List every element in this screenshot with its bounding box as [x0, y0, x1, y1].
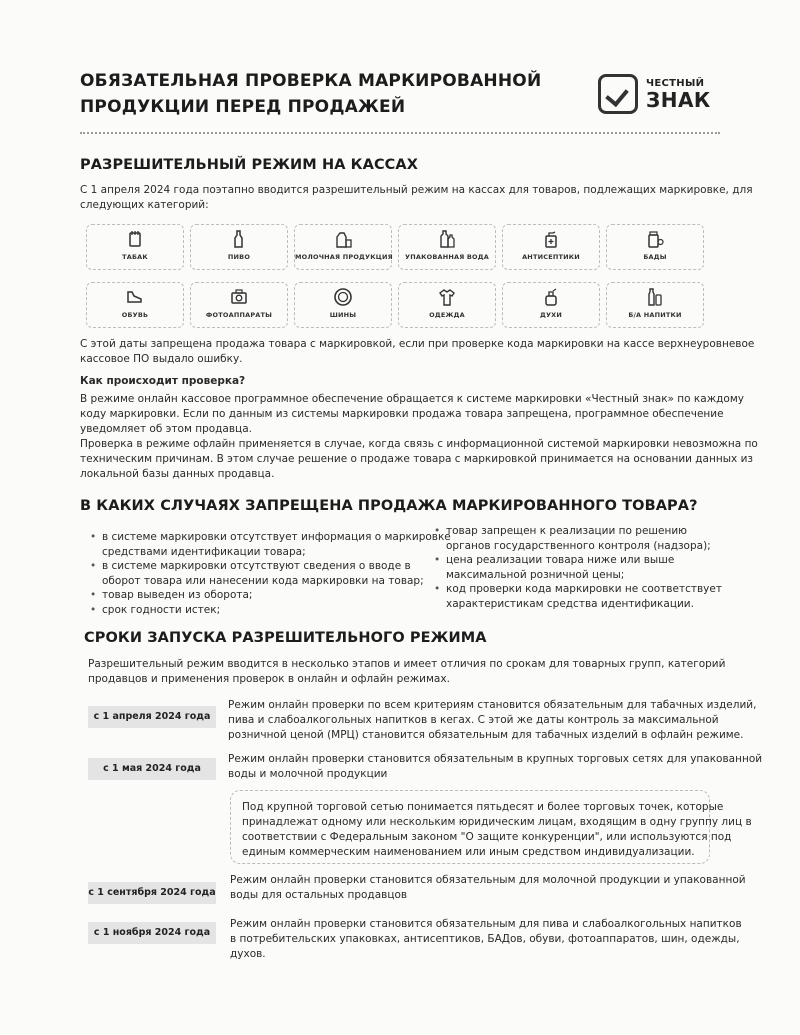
- tobacco-icon: [87, 225, 183, 253]
- shoes-icon: [87, 283, 183, 311]
- page-title-line2: ПРОДУКЦИИ ПЕРЕД ПРОДАЖЕЙ: [80, 97, 406, 117]
- offline-check-text: [80, 437, 758, 482]
- text-line: воды для остальных продавцов: [230, 889, 408, 901]
- text-line: кассовое ПО выдало ошибку.: [80, 353, 243, 365]
- text-line: • товар запрещен к реализации по решению: [446, 525, 687, 537]
- stage-date-badge: с 1 ноября 2024 года: [88, 922, 216, 944]
- text-line: Режим онлайн проверки становится обязательным в крупных торговых сетях для упакованной: [228, 753, 763, 765]
- text-line: техническим причинам. В этом случае решение о продаже товара с маркировкой принимается на основании данных из: [80, 453, 753, 465]
- text-line: характеристикам средства идентификации.: [446, 597, 694, 610]
- text-line: единым коммерческим наименованием или иным средством индивидуализации.: [242, 846, 695, 858]
- text-line: • цена реализации товара ниже или выше: [446, 554, 675, 566]
- checkmark-icon: [598, 74, 638, 114]
- section-heading-prohibited-sales: В КАКИХ СЛУЧАЯХ ЗАПРЕЩЕНА ПРОДАЖА МАРКИРОВАННОГО ТОВАРА?: [80, 498, 698, 514]
- stage-description: [230, 873, 746, 903]
- text-line: Проверка в режиме офлайн применяется в случае, когда связь с информационной системой маркировки невозможна по: [80, 438, 758, 450]
- list-item: [90, 603, 420, 618]
- category-label: УПАКОВАННАЯ ВОДА: [405, 253, 489, 261]
- category-tires: [294, 282, 392, 328]
- text-line: средствами идентификации товара;: [102, 545, 306, 558]
- text-line: пива и слабоалкогольных напитков в кегах. С этой же даты контроль за максимальной: [228, 714, 719, 726]
- logo-text-bottom: ЗНАК: [646, 88, 711, 112]
- text-line: Режим онлайн проверки по всем критериям становится обязательным для табачных изделий,: [228, 699, 757, 711]
- category-water: [398, 224, 496, 270]
- category-label: БАДЫ: [643, 253, 667, 261]
- category-label: МОЛОЧНАЯ ПРОДУКЦИЯ: [295, 253, 393, 261]
- category-label: ОБУВЬ: [121, 311, 149, 319]
- text-line: органов государственного контроля (надзора);: [446, 539, 711, 552]
- online-check-text: [80, 392, 744, 437]
- tire-icon: [295, 283, 391, 311]
- list-item: [434, 582, 724, 611]
- category-perfume: [502, 282, 600, 328]
- page-title-line1: ОБЯЗАТЕЛЬНАЯ ПРОВЕРКА МАРКИРОВАННОЙ: [80, 71, 542, 91]
- text-line: максимальной розничной цены;: [446, 568, 625, 581]
- category-label: ФОТОАППАРАТЫ: [205, 311, 273, 319]
- stage-description: [230, 917, 742, 962]
- category-dairy: [294, 224, 392, 270]
- header-divider: [80, 132, 720, 134]
- list-item: [434, 553, 724, 582]
- category-shoes: [86, 282, 184, 328]
- category-supplements: [606, 224, 704, 270]
- text-line: Режим онлайн проверки становится обязательным для пива и слабоалкогольных напитков: [230, 918, 742, 930]
- note-text: [242, 800, 752, 860]
- soft-drinks-icon: [607, 283, 703, 311]
- text-line: следующих категорий:: [80, 199, 209, 211]
- text-line: продавцов и применения проверок в онлайн и офлайн режимах.: [88, 673, 450, 685]
- text-line: воды и молочной продукции: [228, 768, 388, 780]
- stage-description: [228, 698, 756, 743]
- text-line: принадлежат одному или нескольким юридическим лицам, входящим в одну группу лиц в: [242, 816, 752, 828]
- prohibition-list-right: [434, 524, 724, 611]
- section1-intro: [80, 183, 753, 213]
- logo-text-top: ЧЕСТНЫЙ: [646, 78, 705, 89]
- stage-date-badge: с 1 мая 2024 года: [88, 758, 216, 780]
- check-question: Как происходит проверка?: [80, 375, 246, 387]
- category-label: ШИНЫ: [329, 311, 357, 319]
- category-tobacco: [86, 224, 184, 270]
- camera-icon: [191, 283, 287, 311]
- chestny-znak-logo: [598, 72, 718, 120]
- text-line: в потребительских упаковках, антисептиков, БАДов, обуви, фотоаппаратов, шин, одежды,: [230, 933, 740, 945]
- text-line: • в системе маркировки отсутствует информация о маркировке: [102, 531, 451, 543]
- text-line: • код проверки кода маркировки не соответствует: [446, 583, 722, 595]
- text-line: соответствии с Федеральным законом "О защите конкуренции", или используются под: [242, 831, 732, 843]
- antiseptic-icon: [503, 225, 599, 253]
- category-soft-drinks: [606, 282, 704, 328]
- category-label: ОДЕЖДА: [429, 311, 465, 319]
- perfume-icon: [503, 283, 599, 311]
- category-beer: [190, 224, 288, 270]
- text-line: уведомляет об этом продавца.: [80, 423, 252, 435]
- section3-intro: [88, 657, 725, 687]
- dairy-icon: [295, 225, 391, 253]
- text-line: розничной ценой (МРЦ) становится обязательным для табачных изделий в офлайн режиме.: [228, 729, 744, 741]
- stage-description: [228, 752, 762, 782]
- text-line: Под крупной торговой сетью понимается пятьдесят и более торговых точек, которые: [242, 801, 724, 813]
- category-label: Б/А НАПИТКИ: [628, 311, 682, 319]
- category-antiseptics: [502, 224, 600, 270]
- category-grid: [86, 224, 706, 330]
- supplements-icon: [607, 225, 703, 253]
- category-label: АНТИСЕПТИКИ: [522, 253, 580, 261]
- text-line: • в системе маркировки отсутствуют сведения о вводе в: [102, 560, 411, 572]
- section1-after-text: [80, 337, 754, 367]
- text-line: В режиме онлайн кассовое программное обеспечение обращается к системе маркировки «Честный знак» по каждому: [80, 393, 744, 405]
- category-label: ТАБАК: [122, 253, 148, 261]
- list-item: [90, 588, 420, 603]
- text-line: коду маркировки. Если по данным из системы маркировки продажа товара запрещена, программное обеспечение: [80, 408, 724, 420]
- water-icon: [399, 225, 495, 253]
- list-item: [434, 524, 724, 553]
- section-heading-launch-dates: СРОКИ ЗАПУСКА РАЗРЕШИТЕЛЬНОГО РЕЖИМА: [84, 630, 487, 646]
- text-line: Разрешительный режим вводится в несколько этапов и имеет отличия по срокам для товарных групп, категорий: [88, 658, 726, 670]
- list-item: [90, 530, 451, 559]
- text-line: С этой даты запрещена продажа товара с маркировкой, если при проверке кода маркировки на кассе верхнеуровневое: [80, 338, 755, 350]
- text-line: С 1 апреля 2024 года поэтапно вводится разрешительный режим на кассах для товаров, подлежащих маркировке, для: [80, 184, 753, 196]
- category-cameras: [190, 282, 288, 328]
- section-heading-permissive-mode: РАЗРЕШИТЕЛЬНЫЙ РЕЖИМ НА КАССАХ: [80, 157, 419, 173]
- text-line: духов.: [230, 948, 266, 960]
- text-line: • срок годности истек;: [102, 603, 221, 616]
- category-label: ДУХИ: [539, 311, 563, 319]
- text-line: • товар выведен из оборота;: [102, 589, 253, 601]
- beer-icon: [191, 225, 287, 253]
- text-line: Режим онлайн проверки становится обязательным для молочной продукции и упакованной: [230, 874, 746, 886]
- stage-date-badge: с 1 апреля 2024 года: [88, 706, 216, 728]
- category-label: ПИВО: [227, 253, 251, 261]
- stage-date-badge: с 1 сентября 2024 года: [88, 882, 216, 904]
- list-item: [90, 559, 424, 588]
- clothes-icon: [399, 283, 495, 311]
- text-line: оборот товара или нанесении кода маркировки на товар;: [102, 574, 424, 587]
- page-title: [80, 68, 550, 120]
- prohibition-list-left: [90, 530, 451, 617]
- text-line: локальной базы данных продавца.: [80, 468, 275, 480]
- category-clothes: [398, 282, 496, 328]
